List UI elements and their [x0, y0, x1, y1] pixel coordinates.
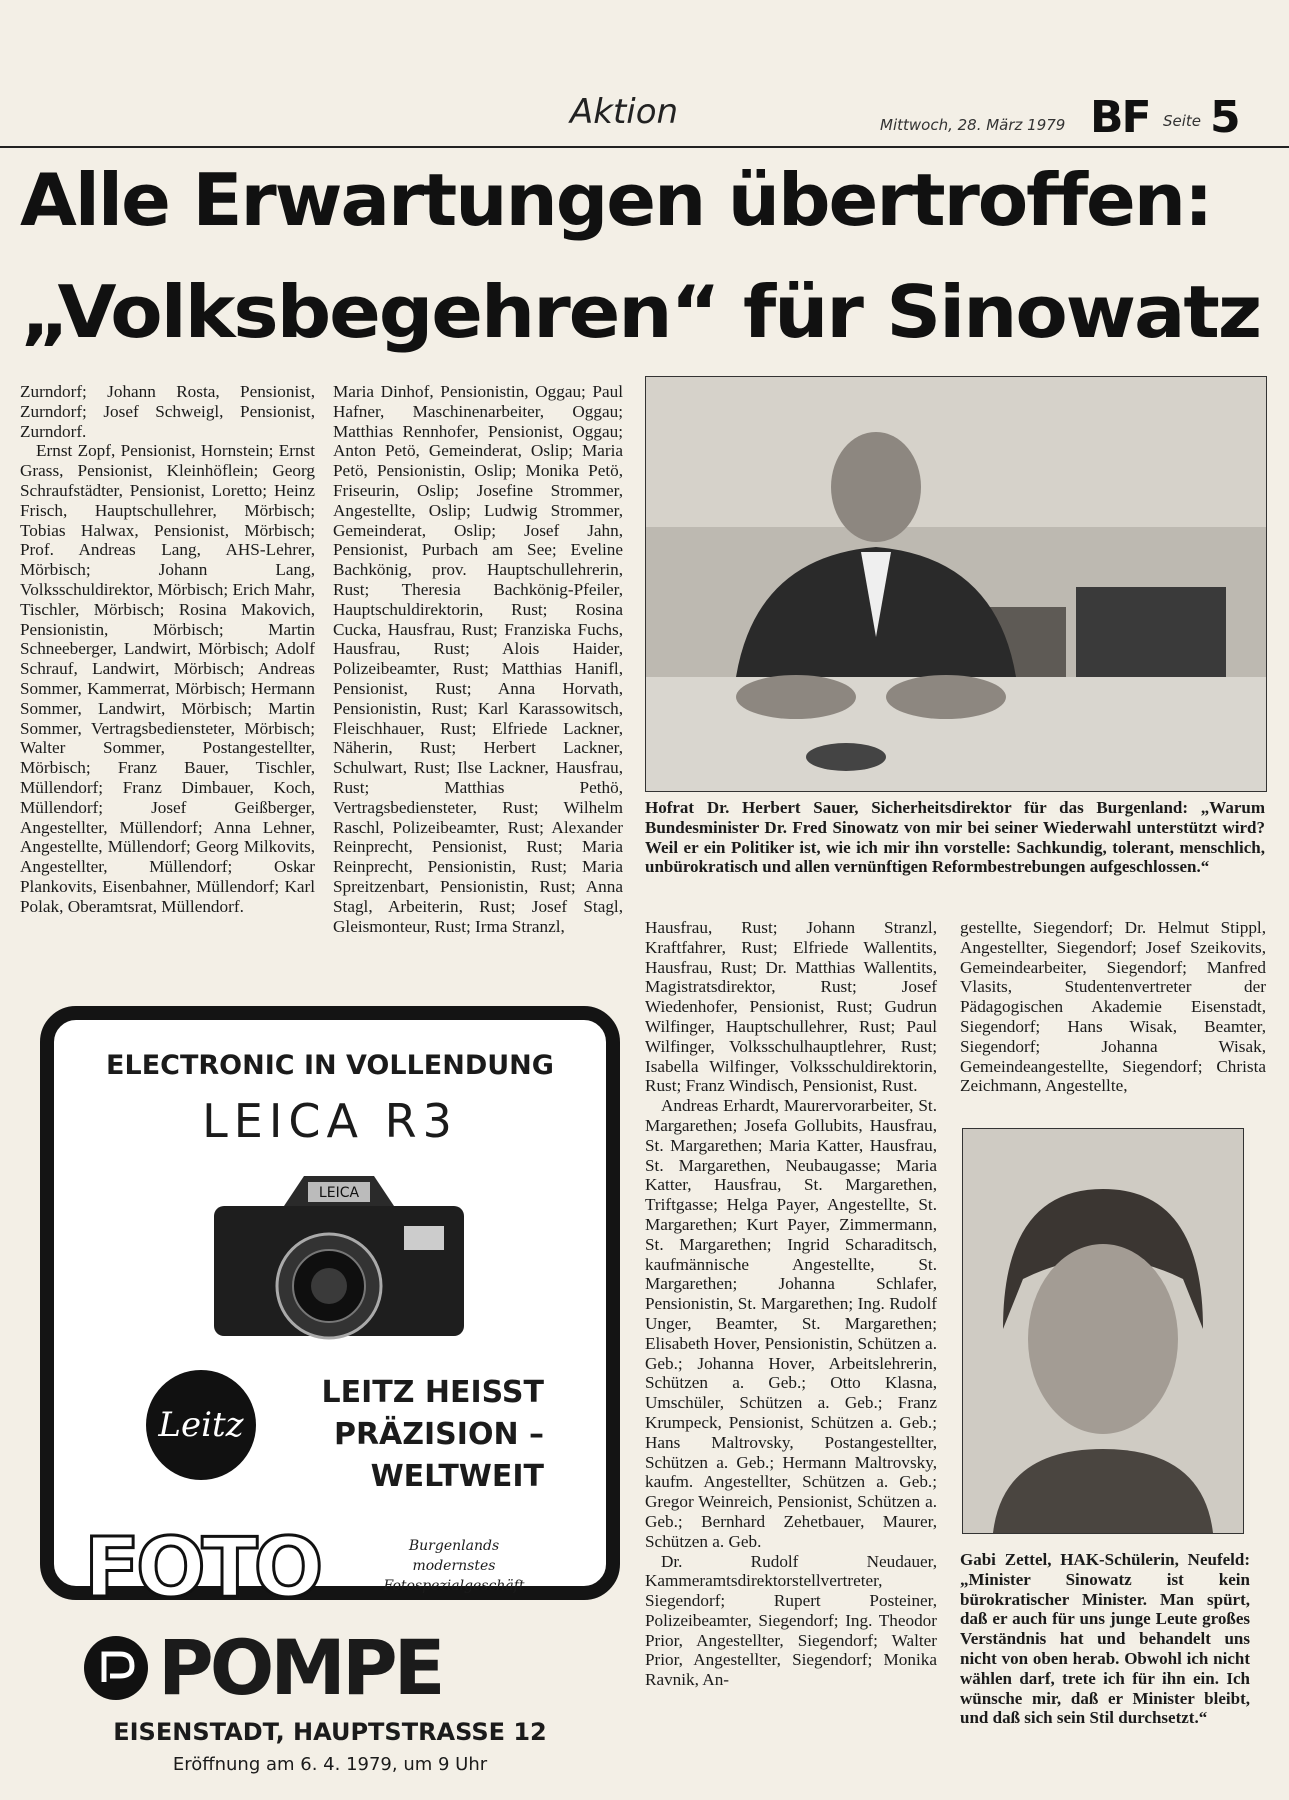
ad-product: LEICA R3 — [202, 1094, 458, 1148]
portrait-illustration — [963, 1129, 1243, 1533]
headline-line-1: Alle Erwartungen übertroffen: — [20, 158, 1212, 242]
slogan-line: PRÄZISION – — [333, 1417, 544, 1452]
paragraph: Ernst Zopf, Pensionist, Hornstein; Ernst Grass, Pensionist, Kleinhöflein; Georg Schraufstädter, Pensionist, Loretto; Heinz Frisch, Hauptschullehrer, Mörbisch; Tobias Halwax, Pensionist, Mörbisch; Prof. Andreas Lang, AHS-Lehrer, Mörbisch; Johann Lang, Volksschuldirektor, Mörbisch; Erich Mahr, Tischler, Mörbisch; Rosina Makovich, Pensionistin, Mörbisch; Martin Schneeberger, Landwirt, Mörbisch; Adolf Schrauf, Landwirt, Mörbisch; Andreas Sommer, Kammerrat, Mörbisch; Hermann Sommer, Landwirt, Mörbisch; Martin Sommer, Vertragsbediensteter, Mörbisch; Walter Sommer, Postangestellter, Mörbisch; Franz Bauer, Tischler, Müllendorf; Franz Dimbauer, Koch, Müllendorf; Josef Geißberger, Angestellter, Müllendorf; Anna Lehner, Angestellte, Müllendorf; Georg Milkovits, Angestellter, Müllendorf; Oskar Plankovits, Eisenbahner, Müllendorf; Karl Polak, Oberamtsrat, Müllendorf. — [20, 441, 315, 916]
article-column-2 — [333, 382, 623, 936]
paragraph: Dr. Rudolf Neudauer, Kammeramtsdirektorstellvertreter, Siegendorf; Rupert Posteiner, Polizeibeamter, Siegendorf; Ing. Theodor Prior, Angestellter, Siegendorf; Walter Prior, Angestellter, Siegendorf; Monika Ravnik, An- — [645, 1551, 937, 1690]
shop-address: EISENSTADT, HAUPTSTRASSE 12 — [113, 1718, 547, 1746]
ad-headline: ELECTRONIC IN VOLLENDUNG — [106, 1050, 554, 1081]
paragraph: Maria Dinhof, Pensionistin, Oggau; Paul Hafner, Maschinenarbeiter, Oggau; Matthias Rennhofer, Pensionist, Oggau; Anton Petö, Gemeinderat, Oslip; Maria Petö, Pensionistin, Oslip; Monika Petö, Friseurin, Oslip; Josefine Strommer, Angestellte, Oslip; Ludwig Strommer, Gemeinderat, Oslip; Josef Jahn, Pensionist, Purbach am See; Eveline Bachkönig, prov. Hauptschullehrerin, Rust; Theresia Bachkönig-Pfeiler, Hauptschuldirektorin, Rust; Rosina Cucka, Hausfrau, Rust; Franziska Fuchs, Hausfrau, Rust; Alois Haider, Polizeibeamter, Rust; Matthias Hanifl, Pensionist, Rust; Anna Horvath, Pensionistin, Rust; Karl Karassowitsch, Fleischhauer, Rust; Elfriede Lackner, Näherin, Rust; Herbert Lackner, Schulwart, Rust; Ilse Lackner, Hausfrau, Rust; Matthias Pethö, Vertragsbediensteter, Rust; Wilhelm Raschl, Polizeibeamter, Rust; Alexander Reinprecht, Pensionist, Rust; Maria Reinprecht, Pensionistin, Rust; Maria Spreitzenbart, Pensionistin, Rust; Anna Stagl, Arbeiterin, Rust; Josef Stagl, Gleismonteur, Rust; Irma Stranzl, — [333, 382, 623, 936]
article-column-1 — [20, 382, 315, 917]
paragraph: gestellte, Siegendorf; Dr. Helmut Stippl, Angestellter, Siegendorf; Josef Szeikovits, Gemeindearbeiter, Siegendorf; Manfred Vlasits, Studentenvertreter der Pädagogischen Akademie Eisenstadt, Siegendorf; Hans Wisak, Beamter, Siegendorf; Johanna Wisak, Gemeindeangestellte, Siegendorf; Christa Zeichmann, Angestellte, — [960, 918, 1266, 1096]
shop-name-foto: FOTO — [84, 1521, 320, 1616]
pompe-logo-icon — [84, 1636, 148, 1700]
tagline-line: Fotospezialgeschäft — [383, 1578, 525, 1594]
issue-date: Mittwoch, 28. März 1979 — [880, 116, 1066, 134]
photo-herbert-sauer — [645, 376, 1267, 792]
photo-caption-zettel: Gabi Zettel, HAK-Schülerin, Neufeld: „Minister Sinowatz ist kein bürokratischer Minister. Man spürt, daß er auch für uns junge Leute großes Verständnis hat und behandelt uns nicht von oben herab. Obwohl ich nicht wählen darf, trete ich für ihn ein. Ich wünsche mir, daß er Minister bleibt, und daß sich sein Stil durchsetzt.“ — [960, 1550, 1250, 1728]
photo-caption-sauer: Hofrat Dr. Herbert Sauer, Sicherheitsdirektor für das Burgenland: „Warum Bundesminister Dr. Fred Sinowatz von mir bei seiner Wiederwahl unterstützt wird? Weil er ein Politiker ist, wie ich mir ihn vorstelle: Sachkundig, tolerant, menschlich, unbürokratisch und allen vernünftigen Reformbestrebungen aufgeschlossen.“ — [645, 798, 1265, 877]
portrait-illustration — [646, 377, 1266, 791]
paragraph: Hausfrau, Rust; Johann Stranzl, Kraftfahrer, Rust; Elfriede Wallentits, Hausfrau, Rust; Dr. Matthias Wallentits, Magistratsdirektor, Rust; Josef Wiedenhofer, Pensionist, Rust; Gudrun Wilfinger, Hauptschullehrer, Rust; Paul Wilfinger, Volksschulhauptlehrer, Rust; Isabella Wilfinger, Volksschuldirektorin, Rust; Franz Windisch, Pensionist, Rust. — [645, 918, 937, 1096]
leitz-logo: Leitz — [146, 1370, 256, 1480]
article-column-4 — [960, 918, 1266, 1096]
section-title: Aktion — [570, 92, 679, 132]
shop-name-pompe: POMPE — [158, 1623, 442, 1712]
newspaper-logo: BF — [1090, 92, 1150, 143]
slogan-line: LEITZ HEISST — [321, 1375, 544, 1410]
advertisement-foto-pompe — [40, 1006, 620, 1775]
ad-slogan — [294, 1372, 544, 1498]
header-rule — [0, 146, 1289, 148]
slogan-line: WELTWEIT — [370, 1459, 544, 1494]
camera-icon — [204, 1166, 474, 1346]
article-column-3 — [645, 918, 937, 1690]
tagline-line: modernstes — [412, 1558, 496, 1574]
photo-gabi-zettel — [962, 1128, 1244, 1534]
page-label: Seite — [1163, 112, 1202, 130]
headline-line-2: „Volksbegehren“ für Sinowatz — [20, 270, 1261, 354]
page-number: 5 — [1210, 92, 1241, 143]
camera-brand-label: LEICA — [318, 1185, 360, 1201]
paragraph: Zurndorf; Johann Rosta, Pensionist, Zurndorf; Josef Schweigl, Pensionist, Zurndorf. — [20, 382, 315, 441]
shop-tagline — [364, 1536, 544, 1596]
tagline-line: Burgenlands — [408, 1538, 500, 1554]
shop-opening: Eröffnung am 6. 4. 1979, um 9 Uhr — [172, 1754, 488, 1775]
paragraph: Andreas Erhardt, Maurervorarbeiter, St. Margarethen; Josefa Gollubits, Hausfrau, St. Margarethen; Maria Katter, Hausfrau, St. Margarethen, Neubaugasse; Maria Katter, Hausfrau, St. Margarethen, Triftgasse; Helga Payer, Angestellte, St. Margarethen; Kurt Payer, Zimmermann, St. Margarethen; Ingrid Scharaditsch, kaufmännische Angestellte, St. Margarethen; Johanna Schlafer, Pensionistin, St. Margarethen; Ing. Rudolf Unger, Beamter, St. Margarethen; Elisabeth Hover, Pensionistin, Schützen a. Geb.; Johanna Hover, Arbeitslehrerin, Schützen a. Geb.; Otto Klasna, Umschüler, Schützen a. Geb.; Franz Krumpeck, Pensionist, Schützen a. Geb.; Hans Maltrovsky, Postangestellter, Schützen a. Geb.; Hermann Maltrovsky, kaufm. Angestellter, Schützen a. Geb.; Gregor Weinreich, Pensionist, Schützen a. Geb.; Bernhard Zehetbauer, Maurer, Schützen a. Geb. — [645, 1096, 937, 1551]
